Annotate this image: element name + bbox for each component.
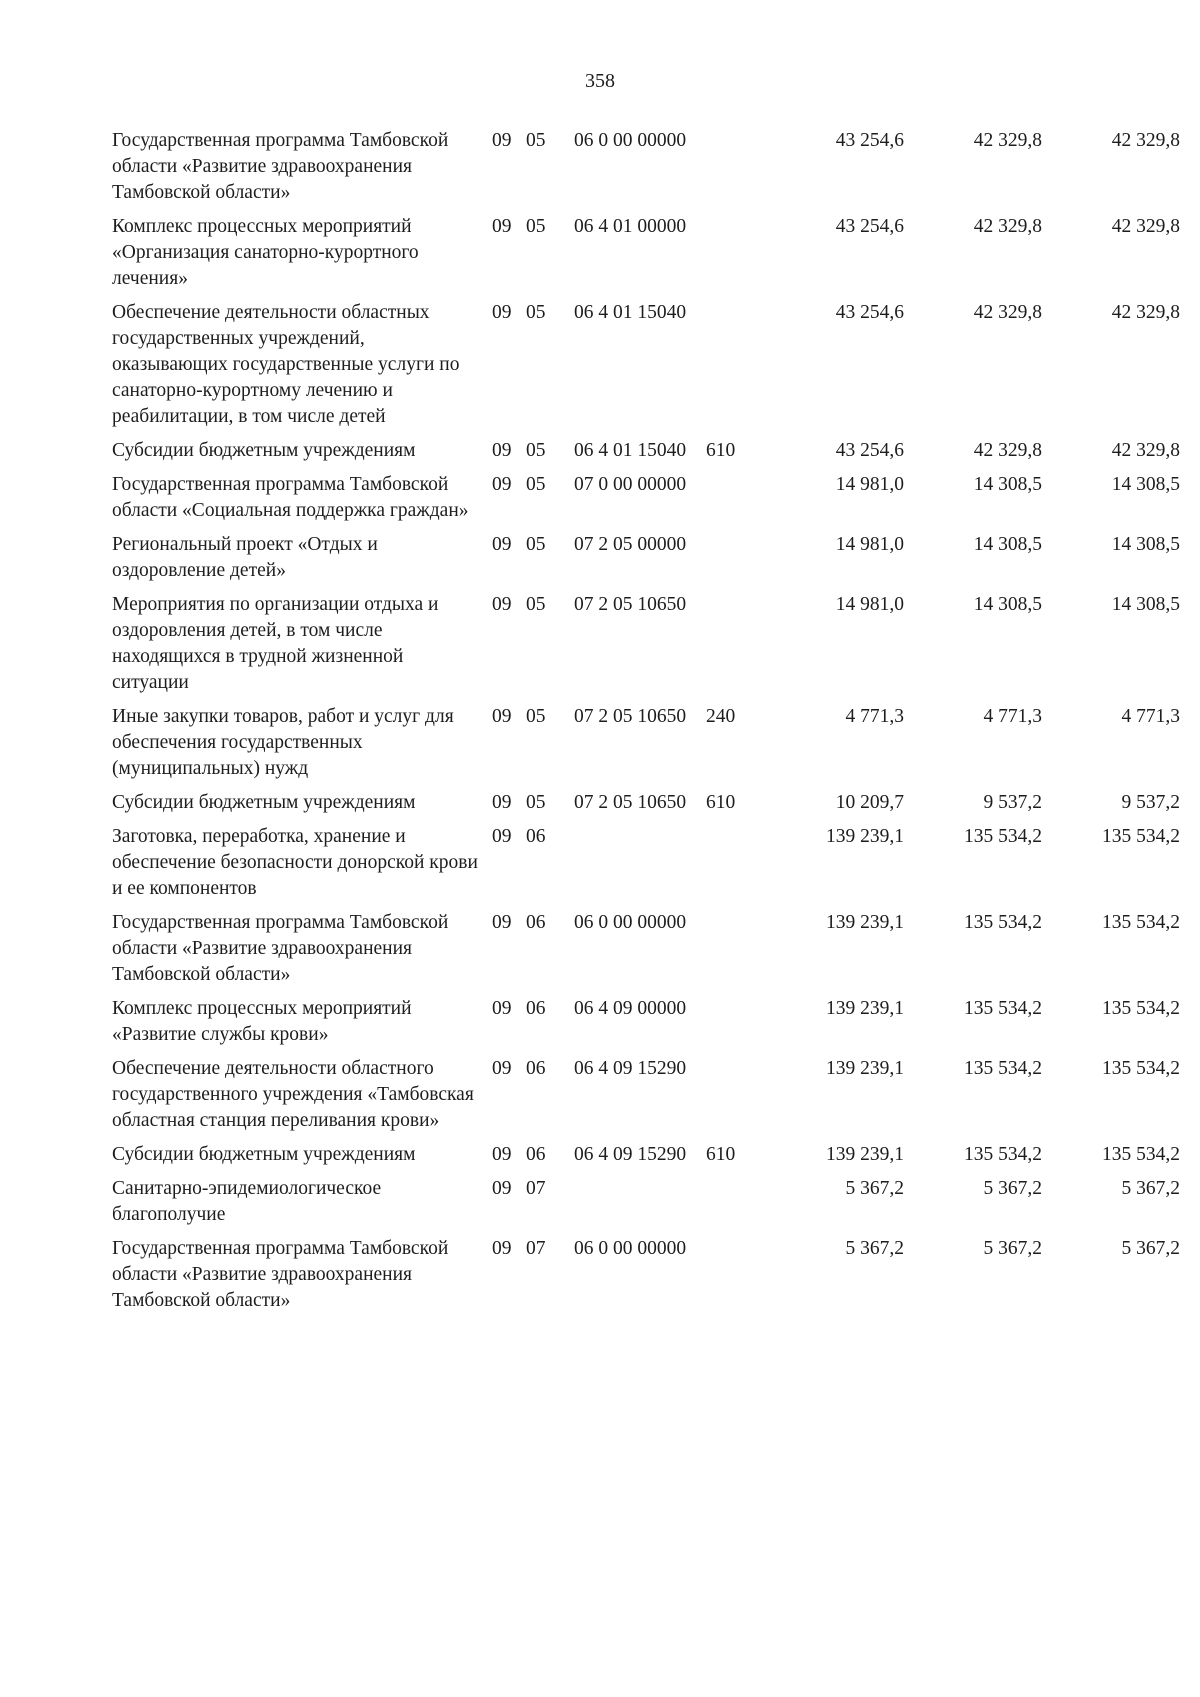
row-subsection-code: 05	[526, 440, 546, 461]
row-amount-3: 4 771,3	[1121, 706, 1180, 727]
table-row	[112, 128, 1180, 206]
table-row	[112, 996, 1180, 1048]
row-subsection-code: 07	[526, 1238, 546, 1259]
row-target-article-code: 06 0 00 00000	[574, 912, 687, 933]
row-subsection-code: 07	[526, 1178, 546, 1199]
row-section-code: 09	[492, 130, 512, 151]
row-amount-3: 42 329,8	[1111, 302, 1180, 323]
row-amount-1: 14 981,0	[835, 534, 904, 555]
row-subsection-code: 05	[526, 534, 546, 555]
row-name: Санитарно-эпидемиологическое благополучие	[112, 1178, 382, 1225]
row-section-code: 09	[492, 792, 512, 813]
row-section-code: 09	[492, 826, 512, 847]
row-amount-2: 5 367,2	[983, 1178, 1042, 1199]
row-amount-2: 14 308,5	[973, 474, 1042, 495]
row-target-article-code: 06 0 00 00000	[574, 1238, 687, 1259]
row-amount-2: 135 534,2	[964, 912, 1042, 933]
table-row	[112, 1176, 1180, 1228]
row-name: Государственная программа Тамбовской области «Развитие здравоохранения Тамбовской области»	[112, 912, 449, 985]
row-amount-1: 10 209,7	[835, 792, 904, 813]
row-amount-2: 42 329,8	[973, 216, 1042, 237]
row-subsection-code: 05	[526, 474, 546, 495]
row-amount-2: 9 537,2	[983, 792, 1042, 813]
row-target-article-code: 06 4 09 15290	[574, 1058, 687, 1079]
row-subsection-code: 05	[526, 706, 546, 727]
row-amount-2: 42 329,8	[973, 440, 1042, 461]
budget-table	[112, 128, 1180, 1322]
row-expense-type-code: 610	[706, 1144, 736, 1165]
row-amount-1: 139 239,1	[826, 998, 904, 1019]
row-amount-1: 43 254,6	[835, 302, 904, 323]
row-amount-2: 135 534,2	[964, 826, 1042, 847]
row-name: Заготовка, переработка, хранение и обеспечение безопасности донорской крови и ее компонентов	[112, 826, 478, 899]
row-target-article-code: 07 0 00 00000	[574, 474, 687, 495]
page-number: 358	[585, 70, 615, 92]
row-target-article-code: 06 4 01 00000	[574, 216, 687, 237]
row-section-code: 09	[492, 706, 512, 727]
row-expense-type-code: 610	[706, 440, 736, 461]
row-subsection-code: 05	[526, 302, 546, 323]
row-amount-1: 4 771,3	[845, 706, 904, 727]
row-subsection-code: 05	[526, 594, 546, 615]
row-section-code: 09	[492, 1178, 512, 1199]
row-amount-3: 135 534,2	[1102, 998, 1180, 1019]
row-section-code: 09	[492, 534, 512, 555]
row-name: Субсидии бюджетным учреждениям	[112, 440, 416, 461]
row-amount-1: 43 254,6	[835, 130, 904, 151]
table-row	[112, 1142, 1180, 1168]
row-target-article-code: 07 2 05 10650	[574, 594, 687, 615]
table-row	[112, 592, 1180, 696]
row-subsection-code: 05	[526, 130, 546, 151]
row-target-article-code: 07 2 05 10650	[574, 706, 687, 727]
row-subsection-code: 06	[526, 826, 546, 847]
row-name: Обеспечение деятельности областных государственных учреждений, оказывающих государственные услуги по санаторно-курортному лечению и реабилитации, в том числе детей	[112, 302, 460, 427]
row-amount-1: 139 239,1	[826, 826, 904, 847]
row-amount-3: 5 367,2	[1121, 1238, 1180, 1259]
row-subsection-code: 06	[526, 1058, 546, 1079]
table-row	[112, 704, 1180, 782]
row-section-code: 09	[492, 302, 512, 323]
table-row	[112, 300, 1180, 430]
row-amount-3: 135 534,2	[1102, 826, 1180, 847]
row-amount-3: 9 537,2	[1121, 792, 1180, 813]
row-amount-1: 5 367,2	[845, 1178, 904, 1199]
row-subsection-code: 06	[526, 912, 546, 933]
row-expense-type-code: 610	[706, 792, 736, 813]
table-row	[112, 438, 1180, 464]
row-amount-2: 14 308,5	[973, 534, 1042, 555]
row-target-article-code: 07 2 05 10650	[574, 792, 687, 813]
row-amount-3: 14 308,5	[1111, 594, 1180, 615]
row-name: Региональный проект «Отдых и оздоровление детей»	[112, 534, 378, 581]
row-section-code: 09	[492, 216, 512, 237]
table-row	[112, 532, 1180, 584]
row-amount-2: 135 534,2	[964, 1144, 1042, 1165]
table-row	[112, 824, 1180, 902]
row-amount-2: 135 534,2	[964, 1058, 1042, 1079]
row-amount-1: 139 239,1	[826, 1144, 904, 1165]
row-subsection-code: 05	[526, 216, 546, 237]
row-section-code: 09	[492, 912, 512, 933]
row-name: Обеспечение деятельности областного государственного учреждения «Тамбовская областная станция переливания крови»	[112, 1058, 474, 1131]
row-amount-2: 14 308,5	[973, 594, 1042, 615]
row-section-code: 09	[492, 1144, 512, 1165]
row-amount-1: 14 981,0	[835, 474, 904, 495]
row-name: Государственная программа Тамбовской области «Развитие здравоохранения Тамбовской области»	[112, 1238, 449, 1311]
row-amount-1: 5 367,2	[845, 1238, 904, 1259]
row-expense-type-code: 240	[706, 706, 736, 727]
table-row	[112, 910, 1180, 988]
row-amount-2: 135 534,2	[964, 998, 1042, 1019]
row-amount-1: 139 239,1	[826, 1058, 904, 1079]
row-subsection-code: 06	[526, 998, 546, 1019]
row-amount-3: 5 367,2	[1121, 1178, 1180, 1199]
row-name: Комплекс процессных мероприятий «Развитие службы крови»	[112, 998, 412, 1045]
row-section-code: 09	[492, 594, 512, 615]
row-amount-1: 14 981,0	[835, 594, 904, 615]
row-section-code: 09	[492, 1238, 512, 1259]
row-amount-1: 43 254,6	[835, 216, 904, 237]
row-name: Субсидии бюджетным учреждениям	[112, 1144, 416, 1165]
row-amount-2: 42 329,8	[973, 130, 1042, 151]
row-amount-1: 139 239,1	[826, 912, 904, 933]
row-section-code: 09	[492, 474, 512, 495]
table-row	[112, 790, 1180, 816]
row-amount-1: 43 254,6	[835, 440, 904, 461]
row-amount-3: 135 534,2	[1102, 1144, 1180, 1165]
row-section-code: 09	[492, 440, 512, 461]
row-amount-3: 42 329,8	[1111, 440, 1180, 461]
table-row	[112, 1056, 1180, 1134]
row-amount-3: 14 308,5	[1111, 534, 1180, 555]
row-name: Комплекс процессных мероприятий «Организация санаторно-курортного лечения»	[112, 216, 419, 289]
row-target-article-code: 06 0 00 00000	[574, 130, 687, 151]
row-section-code: 09	[492, 998, 512, 1019]
table-row	[112, 472, 1180, 524]
row-amount-3: 14 308,5	[1111, 474, 1180, 495]
row-target-article-code: 06 4 01 15040	[574, 440, 687, 461]
row-amount-3: 42 329,8	[1111, 130, 1180, 151]
row-subsection-code: 06	[526, 1144, 546, 1165]
row-name: Государственная программа Тамбовской области «Социальная поддержка граждан»	[112, 474, 469, 521]
row-section-code: 09	[492, 1058, 512, 1079]
row-name: Государственная программа Тамбовской области «Развитие здравоохранения Тамбовской области»	[112, 130, 449, 203]
row-amount-2: 4 771,3	[983, 706, 1042, 727]
row-name: Субсидии бюджетным учреждениям	[112, 792, 416, 813]
row-amount-2: 5 367,2	[983, 1238, 1042, 1259]
table-row	[112, 214, 1180, 292]
row-amount-3: 135 534,2	[1102, 1058, 1180, 1079]
row-amount-2: 42 329,8	[973, 302, 1042, 323]
row-target-article-code: 06 4 09 00000	[574, 998, 687, 1019]
table-row	[112, 1236, 1180, 1314]
row-target-article-code: 06 4 09 15290	[574, 1144, 687, 1165]
row-amount-3: 135 534,2	[1102, 912, 1180, 933]
row-name: Мероприятия по организации отдыха и оздоровления детей, в том числе находящихся в трудной жизненной ситуации	[112, 594, 439, 693]
row-name: Иные закупки товаров, работ и услуг для обеспечения государственных (муниципальных) нужд	[112, 706, 454, 779]
row-target-article-code: 07 2 05 00000	[574, 534, 687, 555]
row-amount-3: 42 329,8	[1111, 216, 1180, 237]
row-subsection-code: 05	[526, 792, 546, 813]
row-target-article-code: 06 4 01 15040	[574, 302, 687, 323]
